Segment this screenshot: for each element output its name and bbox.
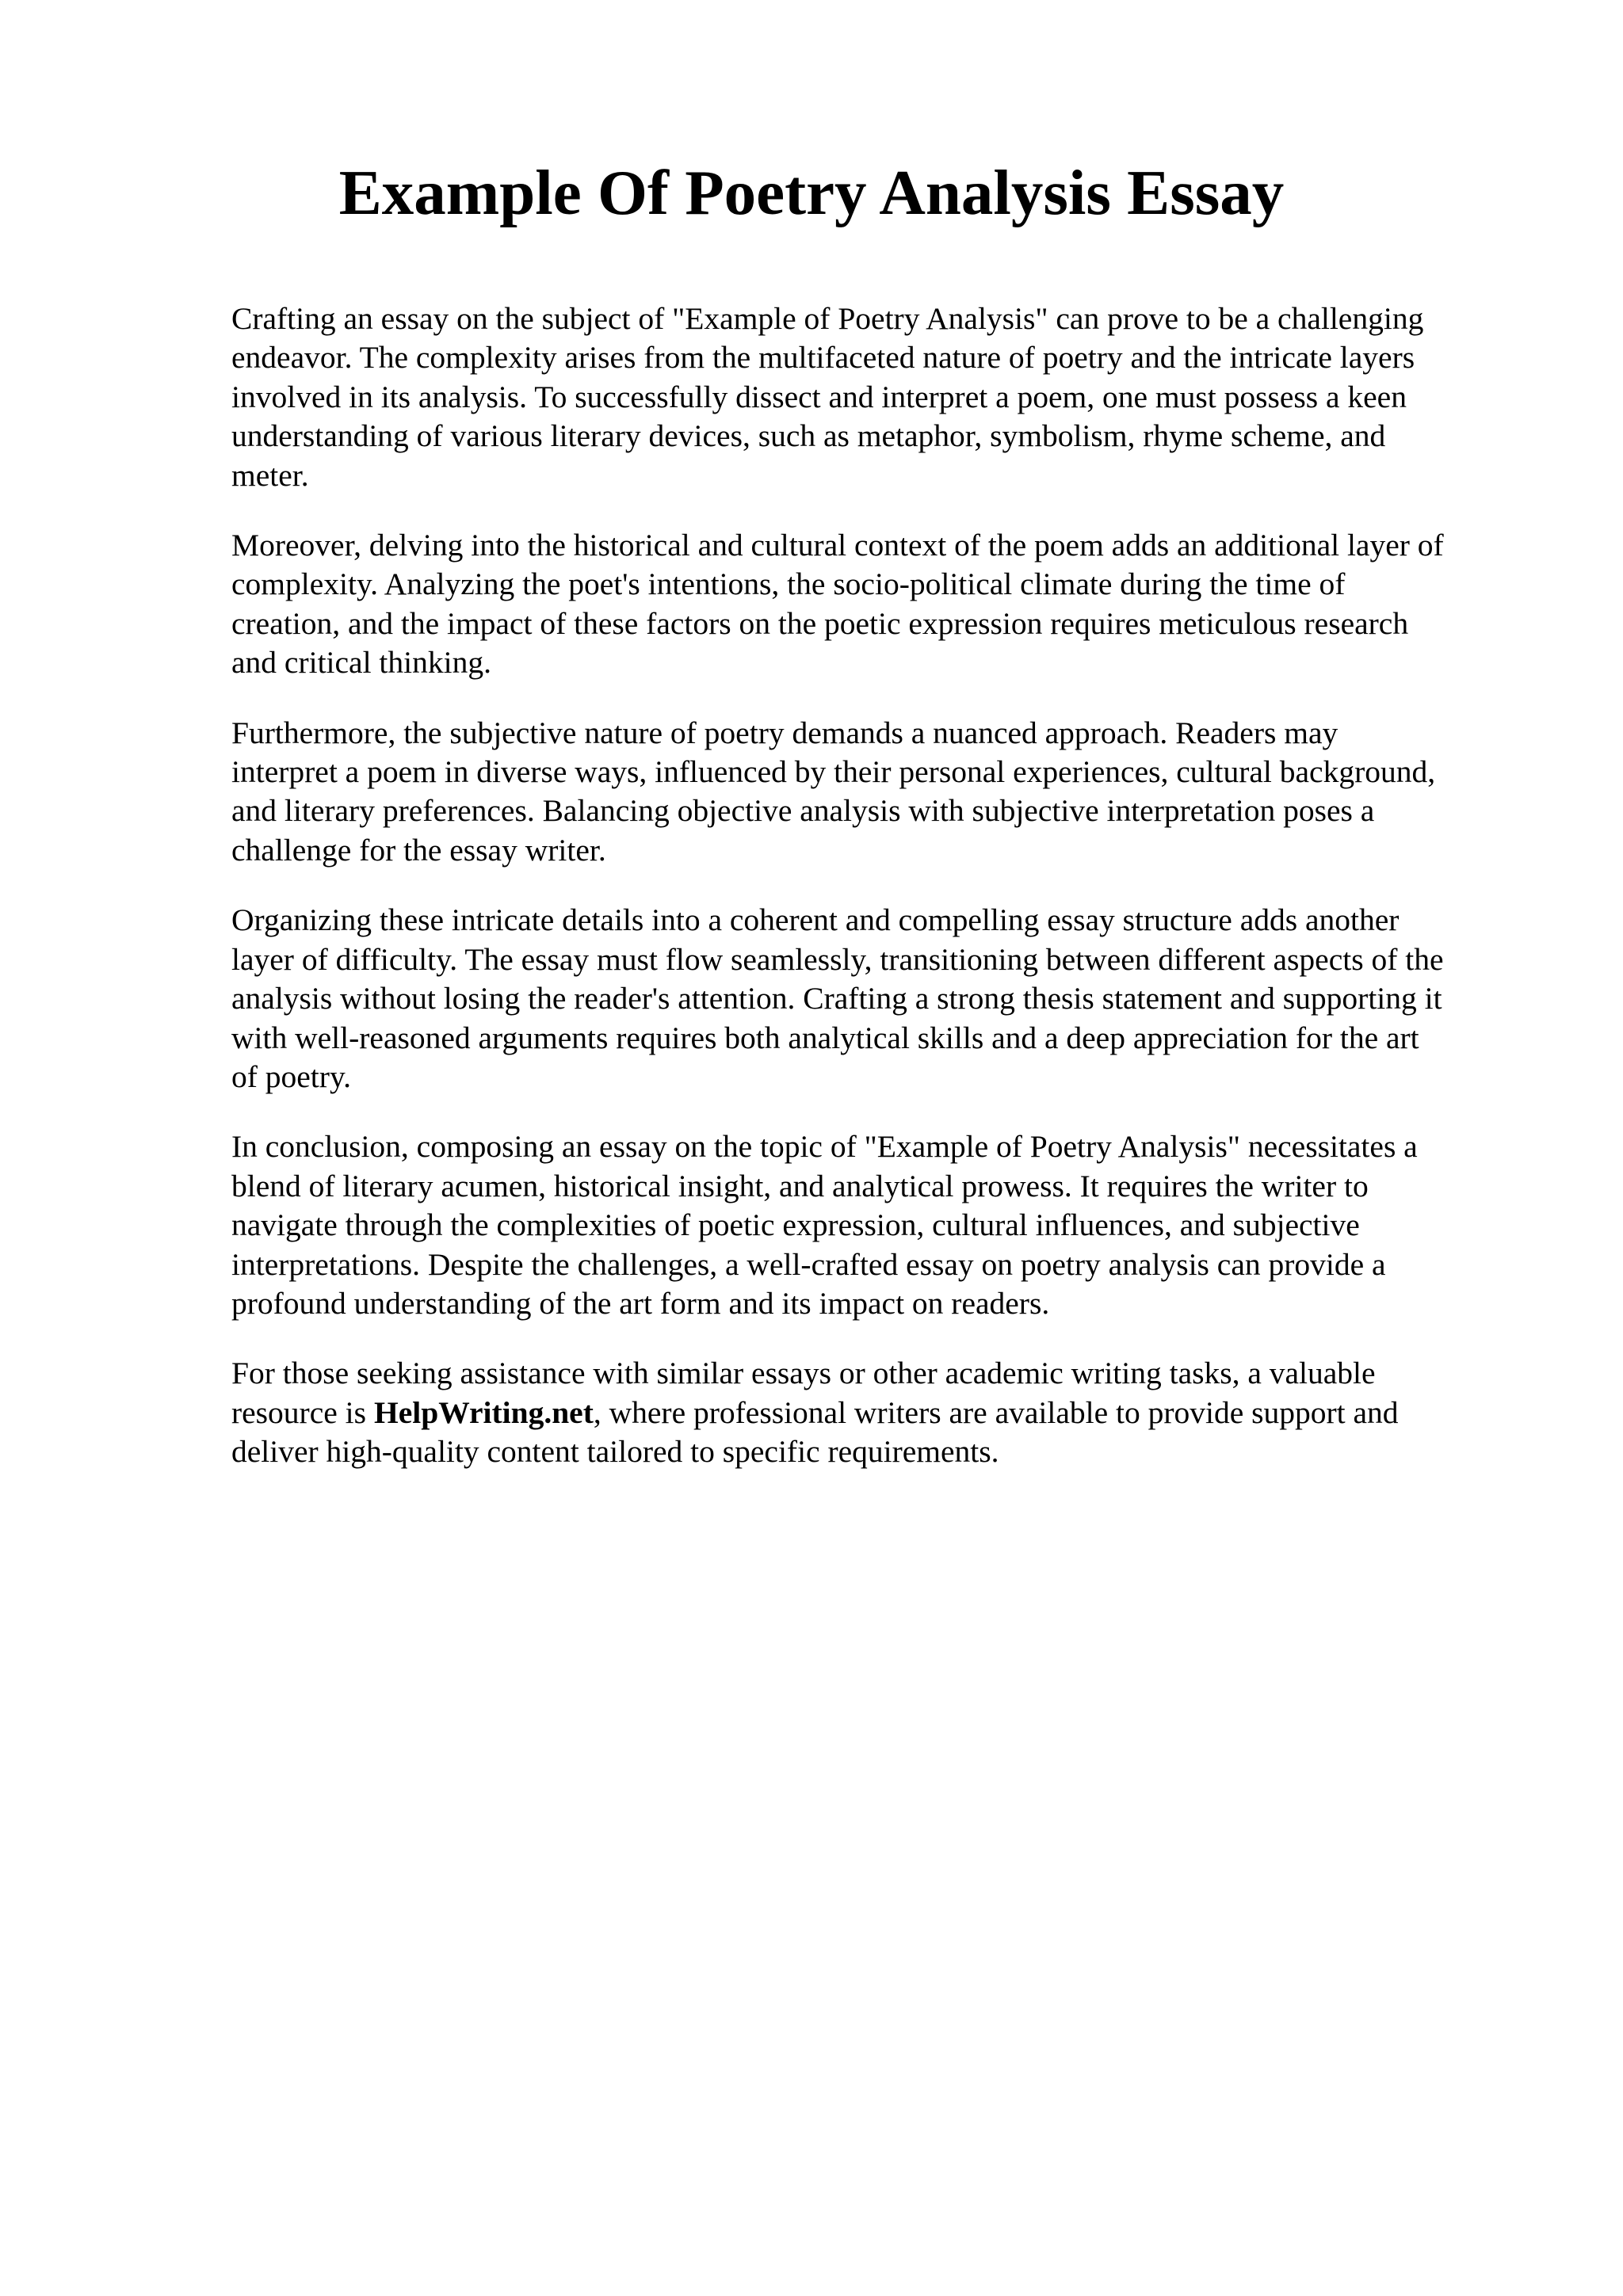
essay-paragraph — [231, 901, 1515, 1097]
paragraph-line: and literary preferences. Balancing objective analysis with subjective interpretation poses a — [231, 793, 1375, 829]
paragraph-line: navigate through the complexities of poetic expression, cultural influences, and subjective — [231, 1207, 1360, 1243]
paragraph-line: Moreover, delving into the historical and cultural context of the poem adds an additional layer of — [231, 528, 1444, 563]
closing-line-2 — [231, 1394, 1515, 1432]
essay-paragraph — [231, 1127, 1515, 1323]
paragraph-line: interpret a poem in diverse ways, influenced by their personal experiences, cultural background, — [231, 754, 1436, 790]
paragraph-line: and critical thinking. — [231, 645, 491, 681]
essay-paragraph — [231, 299, 1515, 495]
paragraph-line: In conclusion, composing an essay on the topic of "Example of Poetry Analysis" necessitates a — [231, 1129, 1418, 1165]
page-title: Example Of Poetry Analysis Essay — [338, 157, 1285, 228]
paragraph-line: Furthermore, the subjective nature of poetry demands a nuanced approach. Readers may — [231, 715, 1338, 750]
paragraph-line: profound understanding of the art form and its impact on readers. — [231, 1285, 1050, 1321]
paragraph-line: creation, and the impact of these factors on the poetic expression requires meticulous research — [231, 605, 1409, 641]
paragraph-line: layer of difficulty. The essay must flow seamlessly, transitioning between different aspects of the — [231, 941, 1444, 977]
paragraph-line: of poetry. — [231, 1058, 351, 1094]
paragraph-line: blend of literary acumen, historical insight, and analytical prowess. It requires the writer to — [231, 1168, 1369, 1203]
helpwriting-link[interactable]: HelpWriting.net — [374, 1394, 594, 1430]
paragraph-line: endeavor. The complexity arises from the multifaceted nature of poetry and the intricate layers — [231, 340, 1415, 376]
essay-paragraph — [231, 714, 1515, 871]
paragraph-line: complexity. Analyzing the poet's intentions, the socio-political climate during the time of — [231, 566, 1346, 602]
closing-line-2-suffix: , where professional writers are available to provide support and — [593, 1394, 1399, 1430]
closing-line-2-prefix: resource is — [231, 1394, 366, 1430]
paragraph-line: with well-reasoned arguments requires both analytical skills and a deep appreciation for the art — [231, 1020, 1419, 1055]
paragraph-line: involved in its analysis. To successfully dissect and interpret a poem, one must possess a keen — [231, 379, 1407, 414]
paragraph-line: understanding of various literary devices, such as metaphor, symbolism, rhyme scheme, and — [231, 418, 1386, 454]
essay-body — [231, 299, 1515, 1503]
essay-paragraph — [231, 526, 1515, 683]
closing-line-1: For those seeking assistance with similar essays or other academic writing tasks, a valuable — [231, 1356, 1376, 1391]
paragraph-line: Organizing these intricate details into a coherent and compelling essay structure adds another — [231, 902, 1400, 938]
paragraph-line: Crafting an essay on the subject of "Example of Poetry Analysis" can prove to be a challenging — [231, 301, 1424, 336]
paragraph-list — [231, 299, 1515, 1323]
paragraph-line: interpretations. Despite the challenges, a well-crafted essay on poetry analysis can provide a — [231, 1246, 1386, 1282]
paragraph-line: meter. — [231, 457, 309, 493]
closing-paragraph — [231, 1354, 1515, 1471]
paragraph-line: challenge for the essay writer. — [231, 832, 606, 868]
paragraph-line: analysis without losing the reader's attention. Crafting a strong thesis statement and supporting it — [231, 981, 1442, 1016]
closing-line-3: deliver high-quality content tailored to specific requirements. — [231, 1434, 999, 1470]
